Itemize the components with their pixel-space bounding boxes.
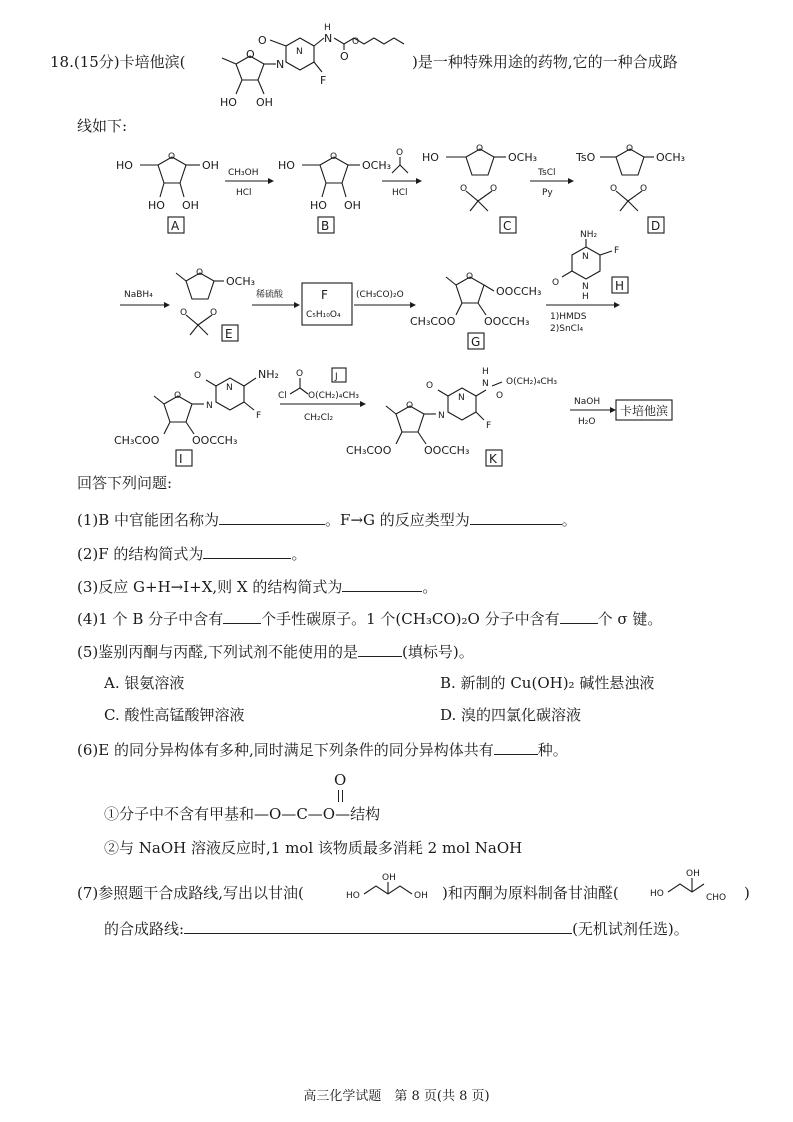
svg-text:Py: Py	[542, 188, 553, 198]
q7-blank[interactable]	[184, 917, 572, 934]
label-f: F	[321, 288, 328, 302]
label-c: C	[503, 219, 512, 233]
svg-text:OH: OH	[382, 873, 396, 883]
option-d: D. 溴的四氯化碳溶液	[440, 706, 582, 724]
svg-text:O: O	[174, 391, 182, 401]
question-header: 18.(15分)卡培他滨(	[50, 53, 186, 71]
svg-text:O(CH₂)₄CH₃: O(CH₂)₄CH₃	[308, 391, 360, 401]
svg-text:H: H	[482, 367, 489, 377]
svg-text:O: O	[460, 184, 468, 194]
svg-text:O: O	[194, 371, 202, 381]
q1: (1)B 中官能团名称为 。F→G 的反应类型为 。	[77, 508, 577, 530]
page-footer: 高三化学试题 第 8 页(共 8 页)	[303, 1089, 490, 1104]
intro-tail: )是一种特殊用途的药物,它的一种合成路	[412, 53, 678, 71]
compound-c	[422, 144, 537, 233]
svg-text:CH₃OH: CH₃OH	[228, 168, 259, 178]
svg-text:HCl: HCl	[392, 188, 408, 198]
fluorine: F	[320, 74, 327, 87]
svg-text:OCH₃: OCH₃	[226, 275, 256, 288]
svg-text:HO: HO	[148, 199, 165, 212]
label-h: H	[615, 279, 625, 293]
svg-text:F: F	[486, 421, 492, 431]
label-d: D	[651, 219, 661, 233]
svg-text:O: O	[552, 278, 560, 288]
svg-text:OH: OH	[344, 199, 361, 212]
carbonyl-bond-1	[338, 790, 340, 802]
n-h: H	[324, 23, 331, 33]
svg-text:HO: HO	[278, 159, 295, 172]
carbamate-o: O	[340, 50, 349, 63]
svg-text:OH: OH	[202, 159, 219, 172]
q7-line2: 的合成路线: (无机试剂任选)。	[104, 917, 689, 939]
question-number: 18.	[50, 53, 74, 71]
q7-pre: (7)参照题干合成路线,写出以甘油(	[77, 884, 304, 902]
compound-i	[114, 368, 279, 466]
svg-text:O: O	[168, 152, 176, 162]
svg-text:OCH₃: OCH₃	[656, 151, 686, 164]
question-score: (15分)	[73, 53, 120, 71]
q5-blank[interactable]	[358, 640, 402, 657]
svg-text:N: N	[582, 252, 589, 262]
q5: (5)鉴别丙酮与丙醛,下列试剂不能使用的是 (填标号)。	[77, 640, 474, 662]
ho-left: HO	[220, 96, 237, 109]
q7-mid: )和丙酮为原料制备甘油醛(	[442, 884, 619, 902]
option-c: C. 酸性高锰酸钾溶液	[104, 706, 245, 724]
svg-text:1)HMDS: 1)HMDS	[550, 312, 587, 322]
label-a: A	[171, 219, 180, 233]
svg-text:CHO: CHO	[706, 893, 727, 903]
svg-text:TsO: TsO	[576, 151, 596, 164]
svg-text:HO: HO	[310, 199, 327, 212]
q7-post: )	[744, 884, 750, 902]
svg-text:CH₂Cl₂: CH₂Cl₂	[304, 413, 334, 423]
label-j: J	[335, 372, 338, 382]
svg-text:O: O	[196, 268, 204, 278]
svg-text:OH: OH	[686, 869, 700, 879]
compound-a	[116, 152, 219, 233]
label-b: B	[321, 219, 330, 233]
svg-text:N: N	[438, 411, 445, 421]
svg-text:OOCCH₃: OOCCH₃	[192, 434, 238, 447]
svg-text:O: O	[330, 152, 338, 162]
svg-text:O: O	[610, 184, 618, 194]
svg-text:CH₃COO: CH₃COO	[114, 434, 160, 447]
svg-text:CH₃COO: CH₃COO	[410, 315, 456, 328]
svg-text:稀硫酸: 稀硫酸	[256, 290, 284, 300]
ester-o: O	[352, 37, 360, 47]
svg-text:F: F	[256, 411, 262, 421]
svg-text:N: N	[226, 383, 233, 393]
svg-text:O: O	[490, 184, 498, 194]
n1: N	[276, 58, 285, 71]
svg-text:HO: HO	[650, 889, 664, 899]
capecitabine-structure	[206, 14, 416, 110]
svg-text:O: O	[406, 401, 414, 411]
n3: N	[296, 47, 303, 57]
svg-text:O: O	[476, 144, 484, 154]
scheme-row-3	[110, 360, 690, 470]
q2-blank[interactable]	[203, 542, 291, 559]
svg-text:OCH₃: OCH₃	[508, 151, 538, 164]
compound-g	[410, 272, 541, 349]
svg-text:H₂O: H₂O	[578, 417, 596, 427]
carbonyl-o: O	[258, 34, 267, 47]
svg-text:N: N	[482, 379, 489, 389]
svg-text:OH: OH	[182, 199, 199, 212]
svg-text:O: O	[640, 184, 648, 194]
q2: (2)F 的结构简式为 。	[77, 542, 306, 564]
svg-text:CH₃COO: CH₃COO	[346, 444, 392, 457]
label-e: E	[225, 327, 233, 341]
svg-text:Cl: Cl	[278, 391, 287, 401]
compound-h	[552, 230, 628, 302]
svg-text:NaOH: NaOH	[574, 397, 601, 407]
svg-text:OOCCH₃: OOCCH₃	[496, 285, 542, 298]
q3-blank[interactable]	[342, 575, 422, 592]
q6-blank[interactable]	[494, 738, 538, 755]
compound-d	[575, 144, 685, 233]
svg-text:TsCl: TsCl	[538, 168, 556, 178]
q1-blank-b[interactable]	[470, 508, 562, 525]
svg-text:O: O	[180, 308, 188, 318]
q4-blank-a[interactable]	[223, 607, 261, 624]
glycerol-structure	[342, 870, 442, 906]
carbonyl-bond-2	[342, 790, 344, 802]
compound-b	[278, 152, 391, 233]
q1-blank-a[interactable]	[219, 508, 325, 525]
label-i: I	[179, 452, 183, 466]
f-formula: C₅H₁₀O₄	[306, 310, 341, 320]
svg-text:NaBH₄: NaBH₄	[124, 290, 153, 300]
compound-e	[176, 268, 255, 341]
svg-text:NH₂: NH₂	[580, 230, 598, 240]
q6-cond1: ①分子中不含有甲基和—O—C—O—结构	[104, 805, 381, 823]
svg-text:N: N	[206, 401, 213, 411]
carbamate-chain	[334, 38, 404, 44]
svg-text:O: O	[626, 144, 634, 154]
compound-k	[346, 367, 557, 466]
n-amide: N	[324, 32, 333, 45]
option-b: B. 新制的 Cu(OH)₂ 碱性悬浊液	[440, 674, 655, 692]
svg-text:O: O	[296, 369, 304, 379]
svg-text:O: O	[210, 308, 218, 318]
svg-text:HCl: HCl	[236, 188, 252, 198]
svg-text:OOCCH₃: OOCCH₃	[424, 444, 470, 457]
svg-text:O: O	[426, 381, 434, 391]
label-g: G	[471, 335, 481, 349]
svg-text:HO: HO	[116, 159, 133, 172]
carbonyl-o: O	[334, 771, 347, 789]
q3: (3)反应 G+H→I+X,则 X 的结构简式为 。	[77, 575, 437, 597]
svg-text:OH: OH	[414, 891, 428, 901]
svg-text:(CH₃CO)₂O: (CH₃CO)₂O	[356, 290, 404, 300]
svg-text:HO: HO	[346, 891, 360, 901]
oh-right: OH	[256, 96, 273, 109]
option-a: A. 银氨溶液	[104, 674, 185, 692]
svg-text:O: O	[466, 272, 474, 282]
product-label: 卡培他滨	[620, 404, 669, 418]
q4-blank-b[interactable]	[560, 607, 598, 624]
q4: (4)1 个 B 分子中含有 个手性碳原子。1 个(CH₃CO)₂O 分子中含有 个 σ 键。	[77, 607, 662, 629]
svg-text:NH₂: NH₂	[258, 368, 279, 381]
svg-text:O(CH₂)₄CH₃: O(CH₂)₄CH₃	[506, 377, 558, 387]
intro-line2: 线如下:	[77, 117, 128, 135]
svg-text:O: O	[396, 148, 404, 158]
q6: (6)E 的同分异构体有多种,同时满足下列条件的同分异构体共有 种。	[77, 738, 568, 760]
svg-text:2)SnCl₄: 2)SnCl₄	[550, 324, 584, 334]
svg-text:N: N	[582, 282, 589, 292]
drug-name: 卡培他滨	[119, 53, 180, 71]
svg-text:N: N	[458, 393, 465, 403]
svg-text:O: O	[496, 391, 504, 401]
svg-text:H: H	[582, 292, 589, 302]
glyceraldehyde-structure	[648, 868, 748, 908]
label-k: K	[489, 452, 497, 466]
svg-text:F: F	[614, 246, 620, 256]
svg-text:HO: HO	[422, 151, 439, 164]
answer-intro: 回答下列问题:	[77, 474, 173, 492]
ring-oxygen: O	[246, 48, 255, 61]
svg-text:OCH₃: OCH₃	[362, 159, 392, 172]
scheme-row-2	[110, 225, 690, 355]
svg-text:OOCCH₃: OOCCH₃	[484, 315, 530, 328]
q6-cond2: ②与 NaOH 溶液反应时,1 mol 该物质最多消耗 2 mol NaOH	[104, 839, 523, 857]
